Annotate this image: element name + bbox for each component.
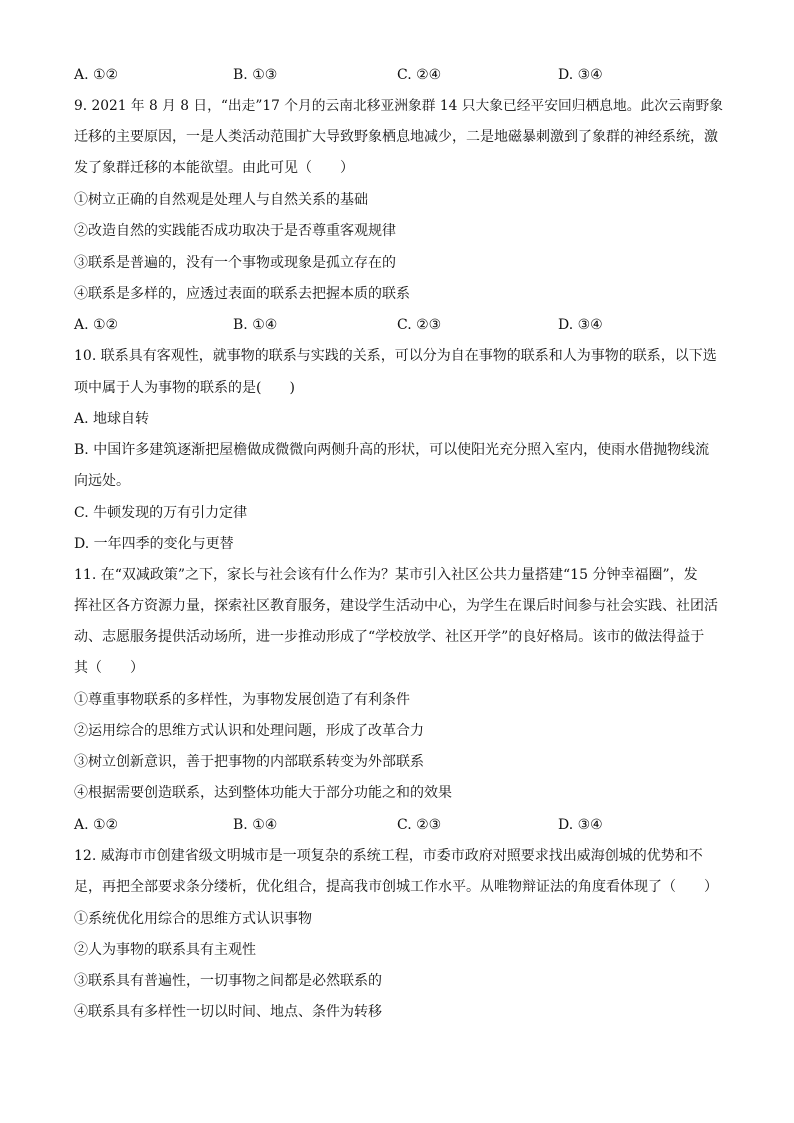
q8-option-c[interactable]: C. ②④ xyxy=(397,67,442,83)
q11-option-b[interactable]: B. ①④ xyxy=(233,817,278,833)
q8-option-b[interactable]: B. ①③ xyxy=(233,67,278,83)
q12-item-3: ③联系具有普遍性，一切事物之间都是必然联系的 xyxy=(74,973,382,989)
q12-stem-line-2: 足，再把全部要求条分缕析，优化组合，提高我市创城工作水平。从唯物辩证法的角度看体现了（ ） xyxy=(74,879,718,895)
q10-choice-b[interactable]: B. 中国许多建筑逐渐把屋檐做成微微向两侧升高的形状，可以使阳光充分照入室内，使雨水借抛物线流 xyxy=(74,442,710,458)
q9-item-4: ④联系是多样的，应透过表面的联系去把握本质的联系 xyxy=(74,286,410,302)
q9-options xyxy=(74,316,724,334)
q9-item-3: ③联系是普遍的，没有一个事物或现象是孤立存在的 xyxy=(74,255,396,271)
q8-option-d[interactable]: D. ③④ xyxy=(558,67,603,83)
q11-item-4: ④根据需要创造联系，达到整体功能大于部分功能之和的效果 xyxy=(74,785,452,801)
q9-option-b[interactable]: B. ①④ xyxy=(233,317,278,333)
q9-option-d[interactable]: D. ③④ xyxy=(558,317,603,333)
q11-option-a[interactable]: A. ①② xyxy=(74,817,119,833)
q11-options xyxy=(74,816,724,834)
q9-item-2: ②改造自然的实践能否成功取决于是否尊重客观规律 xyxy=(74,223,396,239)
q11-item-1: ①尊重事物联系的多样性，为事物发展创造了有利条件 xyxy=(74,692,410,708)
q12-item-1: ①系统优化用综合的思维方式认识事物 xyxy=(74,911,312,927)
q9-stem-line-1: 9. 2021 年 8 月 8 日，“出走”17 个月的云南北移亚洲象群 14 只大象已经平安回归栖息地。此次云南野象 xyxy=(74,98,723,114)
q9-option-a[interactable]: A. ①② xyxy=(74,317,119,333)
q11-stem-line-3: 动、志愿服务提供活动场所，进一步推动形成了“学校放学、社区开学”的良好格局。该市的做法得益于 xyxy=(74,629,705,645)
q11-item-2: ②运用综合的思维方式认识和处理问题，形成了改革合力 xyxy=(74,723,424,739)
q12-stem-line-1: 12. 威海市市创建省级文明城市是一项复杂的系统工程，市委市政府对照要求找出威海创城的优势和不 xyxy=(74,848,703,864)
q11-item-3: ③树立创新意识，善于把事物的内部联系转变为外部联系 xyxy=(74,754,424,770)
q12-item-2: ②人为事物的联系具有主观性 xyxy=(74,942,256,958)
q8-option-a[interactable]: A. ①② xyxy=(74,67,119,83)
q10-choice-c[interactable]: C. 牛顿发现的万有引力定律 xyxy=(74,505,248,521)
q11-stem-line-1: 11. 在“双减政策”之下，家长与社会该有什么作为？某市引入社区公共力量搭建“15 分钟幸福圈”，发 xyxy=(74,567,698,583)
q12-item-4: ④联系具有多样性一切以时间、地点、条件为转移 xyxy=(74,1004,382,1020)
q10-choice-b-continued[interactable]: 向远处。 xyxy=(74,473,130,489)
q10-choice-d[interactable]: D. 一年四季的变化与更替 xyxy=(74,536,234,552)
q8-options xyxy=(74,66,724,84)
q9-stem-line-2: 迁移的主要原因，一是人类活动范围扩大导致野象栖息地减少，二是地磁暴刺激到了象群的神经系统，激 xyxy=(74,129,718,145)
q10-stem-line-1: 10. 联系具有客观性，就事物的联系与实践的关系，可以分为自在事物的联系和人为事物的联系，以下选 xyxy=(74,348,717,364)
q11-option-c[interactable]: C. ②③ xyxy=(397,817,442,833)
q10-stem-line-2: 项中属于人为事物的联系的是( ) xyxy=(74,380,295,396)
q11-stem-line-4: 其（ ） xyxy=(74,660,144,676)
q9-item-1: ①树立正确的自然观是处理人与自然关系的基础 xyxy=(74,192,368,208)
q11-option-d[interactable]: D. ③④ xyxy=(558,817,603,833)
q11-stem-line-2: 挥社区各方资源力量，探索社区教育服务，建设学生活动中心，为学生在课后时间参与社会实践、社团活 xyxy=(74,598,718,614)
q10-choice-a[interactable]: A. 地球自转 xyxy=(74,411,150,427)
q9-stem-line-3: 发了象群迁移的本能欲望。由此可见（ ） xyxy=(74,160,354,176)
q9-option-c[interactable]: C. ②③ xyxy=(397,317,442,333)
